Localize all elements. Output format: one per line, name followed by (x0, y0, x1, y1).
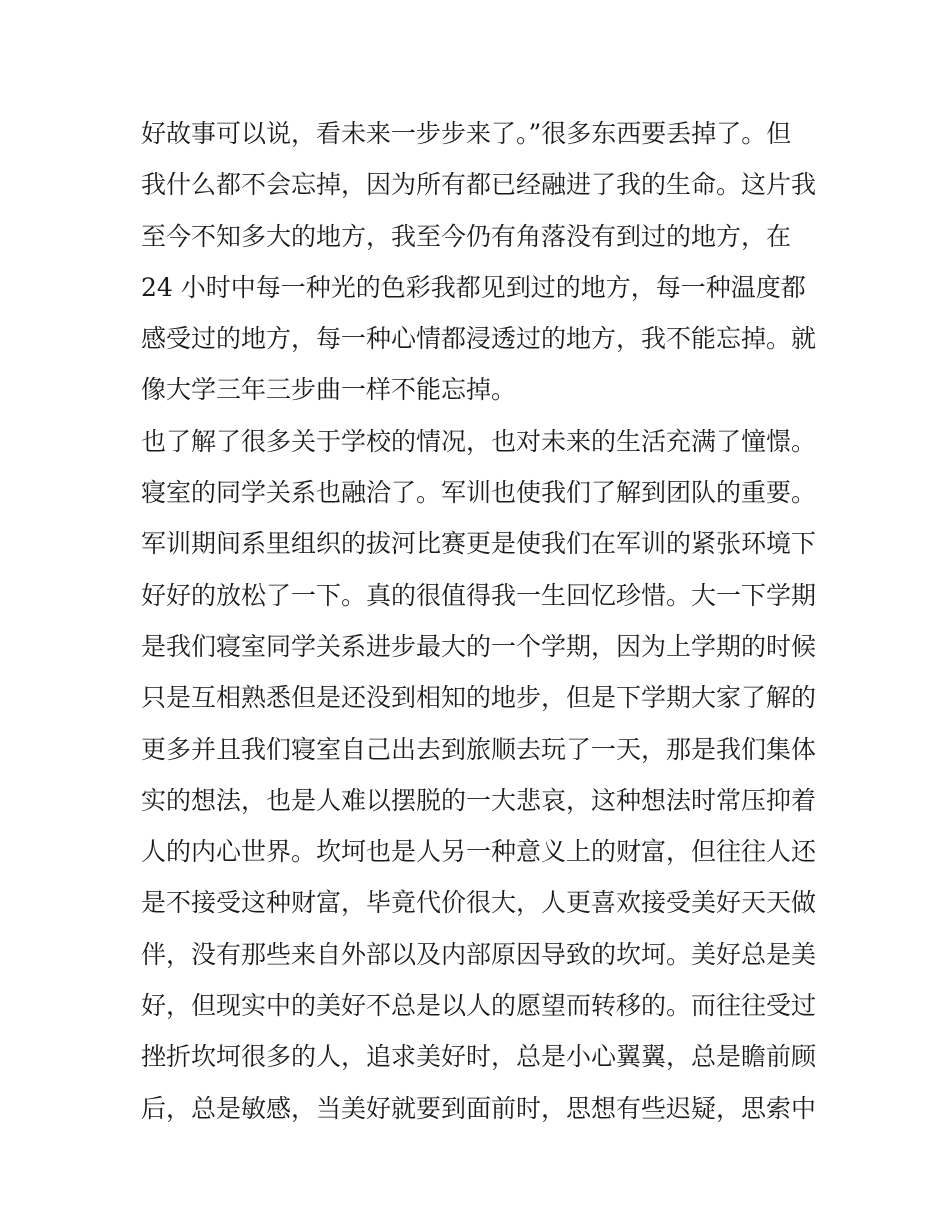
text-line-16: 是不接受这种财富，毕竟代价很大，人更喜欢接受美好天天做 (141, 888, 817, 918)
text-line-11: 是我们寝室同学关系进步最大的一个学期，因为上学期的时候 (141, 631, 817, 661)
text-line-19: 挫折坎坷很多的人，追求美好时，总是小心翼翼，总是瞻前顾 (141, 1042, 817, 1072)
text-line-17: 伴，没有那些来自外部以及内部原因导致的坎坷。美好总是美 (141, 939, 817, 969)
text-line-20: 后，总是敏感，当美好就要到面前时，思想有些迟疑，思索中 (141, 1093, 817, 1123)
text-line-6: 像大学三年三步曲一样不能忘掉。 (141, 375, 517, 405)
text-line-18: 好，但现实中的美好不总是以人的愿望而转移的。而往往受过 (141, 991, 817, 1021)
text-line-13: 更多并且我们寝室自己出去到旅顺去玩了一天，那是我们集体 (141, 734, 817, 764)
body-text (141, 108, 821, 1134)
text-line-14: 实的想法，也是人难以摆脱的一大悲哀，这种想法时常压抑着 (141, 785, 817, 815)
text-line-15: 人的内心世界。坎坷也是人另一种意义上的财富，但往往人还 (141, 837, 817, 867)
text-line-3: 至今不知多大的地方，我至今仍有角落没有到过的地方，在 (141, 221, 792, 251)
text-line-1: 好故事可以说，看未来一步步来了。”很多东西要丢掉了。但 (141, 119, 792, 148)
text-line-9: 军训期间系里组织的拔河比赛更是使我们在军训的紧张环境下 (141, 529, 817, 559)
text-line-10: 好好的放松了一下。真的很值得我一生回忆珍惜。大一下学期 (141, 580, 817, 610)
text-line-12: 只是互相熟悉但是还没到相知的地步，但是下学期大家了解的 (141, 683, 817, 713)
text-line-5: 感受过的地方，每一种心情都浸透过的地方，我不能忘掉。就 (141, 324, 817, 354)
text-line-7: 也了解了很多关于学校的情况，也对未来的生活充满了憧憬。 (141, 426, 817, 456)
text-line-2: 我什么都不会忘掉，因为所有都已经融进了我的生命。这片我 (141, 170, 817, 200)
text-line-4: 24 小时中每一种光的色彩我都见到过的地方，每一种温度都 (141, 272, 806, 302)
text-line-8: 寝室的同学关系也融洽了。军训也使我们了解到团队的重要。 (141, 478, 817, 508)
